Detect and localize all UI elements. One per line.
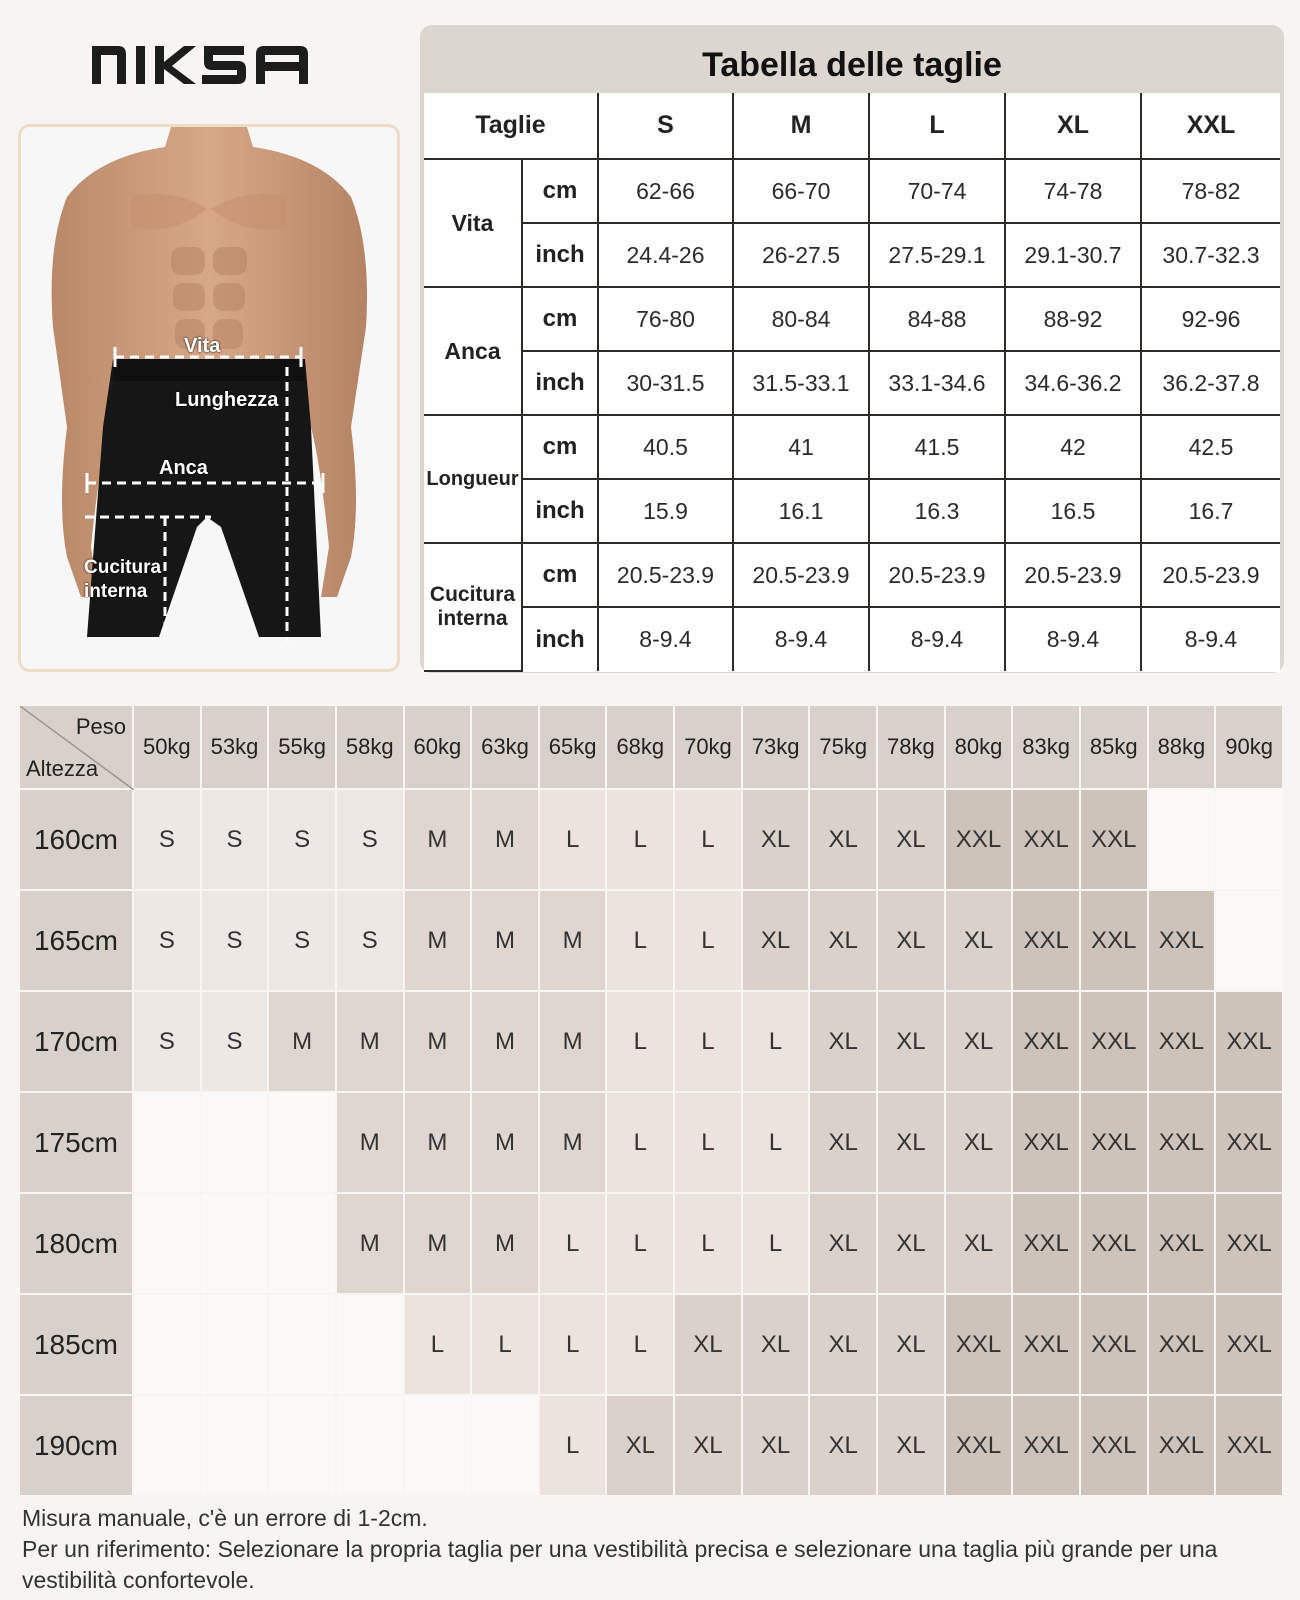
size-value-cell: 30.7-32.3 — [1141, 223, 1280, 287]
size-col-header: L — [869, 93, 1005, 159]
size-recommendation-cell: XL — [674, 1294, 742, 1395]
height-header: 190cm — [19, 1395, 133, 1496]
height-row — [19, 1294, 1283, 1395]
weight-header: 75kg — [809, 705, 877, 789]
size-col-header: XL — [1005, 93, 1141, 159]
size-recommendation-cell: S — [201, 789, 269, 890]
size-value-cell: 42.5 — [1141, 415, 1280, 479]
size-value-cell: 66-70 — [733, 159, 869, 223]
unit-cell: cm — [522, 287, 598, 351]
size-recommendation-cell: L — [606, 1294, 674, 1395]
size-recommendation-cell — [268, 1294, 336, 1395]
measure-category-line: Longueur — [426, 467, 519, 490]
size-recommendation-cell: XL — [945, 991, 1013, 1092]
weight-header: 63kg — [471, 705, 539, 789]
size-recommendation-cell — [268, 1193, 336, 1294]
height-row — [19, 1395, 1283, 1496]
size-recommendation-cell: L — [539, 1294, 607, 1395]
size-value-cell: 8-9.4 — [733, 607, 869, 671]
size-value-cell: 74-78 — [1005, 159, 1141, 223]
size-chart-row — [424, 223, 1280, 287]
unit-cell: inch — [522, 223, 598, 287]
measure-category — [424, 159, 522, 287]
size-value-cell: 8-9.4 — [1005, 607, 1141, 671]
height-header: 165cm — [19, 890, 133, 991]
height-header: 185cm — [19, 1294, 133, 1395]
weight-header: 73kg — [742, 705, 810, 789]
lunghezza-label: Lunghezza — [175, 389, 279, 411]
size-value-cell: 92-96 — [1141, 287, 1280, 351]
size-recommendation-cell: XXL — [1215, 991, 1283, 1092]
size-recommendation-cell: XL — [742, 890, 810, 991]
size-recommendation-cell: XXL — [1080, 1395, 1148, 1496]
size-value-cell: 76-80 — [598, 287, 733, 351]
size-recommendation-cell: L — [742, 991, 810, 1092]
size-recommendation-cell: S — [133, 789, 201, 890]
size-recommendation-cell: L — [674, 789, 742, 890]
size-recommendation-cell — [201, 1092, 269, 1193]
size-value-cell: 20.5-23.9 — [598, 543, 733, 607]
size-col-header: M — [733, 93, 869, 159]
size-recommendation-cell: M — [471, 1193, 539, 1294]
size-value-cell: 20.5-23.9 — [1141, 543, 1280, 607]
size-recommendation-cell — [133, 1092, 201, 1193]
size-recommendation-cell: M — [404, 1193, 472, 1294]
size-chart-row — [424, 607, 1280, 671]
size-recommendation-cell: M — [336, 1193, 404, 1294]
size-recommendation-cell: XXL — [1080, 1294, 1148, 1395]
height-row — [19, 1193, 1283, 1294]
size-recommendation-cell: S — [268, 890, 336, 991]
size-value-cell: 80-84 — [733, 287, 869, 351]
unit-cell: cm — [522, 415, 598, 479]
size-recommendation-cell — [133, 1294, 201, 1395]
size-recommendation-cell: XL — [809, 789, 877, 890]
size-value-cell: 42 — [1005, 415, 1141, 479]
model-photo — [18, 124, 400, 672]
size-recommendation-cell: M — [539, 890, 607, 991]
weight-header: 90kg — [1215, 705, 1283, 789]
size-recommendation-cell: M — [336, 991, 404, 1092]
measure-category-line: interna — [437, 607, 508, 630]
unit-cell: inch — [522, 351, 598, 415]
size-recommendation-cell: L — [539, 1193, 607, 1294]
weight-header: 80kg — [945, 705, 1013, 789]
size-value-cell: 30-31.5 — [598, 351, 733, 415]
size-recommendation-cell: XXL — [1080, 1193, 1148, 1294]
size-value-cell: 41 — [733, 415, 869, 479]
size-recommendation-cell: XXL — [945, 1294, 1013, 1395]
size-value-cell: 16.1 — [733, 479, 869, 543]
size-recommendation-cell: XXL — [1148, 1294, 1216, 1395]
note-line-2: Per un riferimento: Selezionare la propria taglia per una vestibilità precisa e selezionare una taglia più grande per una vestibilità confortevole. — [22, 1536, 1218, 1593]
height-row — [19, 1092, 1283, 1193]
measure-category — [424, 543, 522, 671]
weight-header: 85kg — [1080, 705, 1148, 789]
size-recommendation-cell: S — [201, 991, 269, 1092]
size-recommendation-cell: XXL — [945, 789, 1013, 890]
size-recommendation-cell: XXL — [1215, 1193, 1283, 1294]
size-value-cell: 33.1-34.6 — [869, 351, 1005, 415]
weight-header: 60kg — [404, 705, 472, 789]
size-value-cell: 16.3 — [869, 479, 1005, 543]
size-header-row — [424, 93, 1280, 159]
size-value-cell: 26-27.5 — [733, 223, 869, 287]
size-recommendation-cell — [268, 1092, 336, 1193]
size-recommendation-cell: S — [201, 890, 269, 991]
weight-header: 78kg — [877, 705, 945, 789]
size-recommendation-cell: XL — [742, 789, 810, 890]
size-recommendation-cell: M — [471, 789, 539, 890]
size-value-cell: 62-66 — [598, 159, 733, 223]
size-recommendation-cell: XL — [674, 1395, 742, 1496]
size-recommendation-cell: XL — [877, 1294, 945, 1395]
size-recommendation-cell: L — [674, 1092, 742, 1193]
size-recommendation-cell: M — [471, 991, 539, 1092]
size-recommendation-cell: L — [674, 1193, 742, 1294]
size-recommendation-cell — [471, 1395, 539, 1496]
unit-cell: inch — [522, 479, 598, 543]
size-recommendation-cell: XL — [877, 991, 945, 1092]
size-value-cell: 20.5-23.9 — [869, 543, 1005, 607]
size-recommendation-cell — [268, 1395, 336, 1496]
size-recommendation-cell: XL — [877, 1193, 945, 1294]
size-recommendation-cell: XL — [809, 991, 877, 1092]
size-recommendation-cell: M — [539, 1092, 607, 1193]
size-recommendation-cell: L — [539, 789, 607, 890]
size-chart-table — [424, 93, 1280, 672]
size-recommendation-cell — [201, 1193, 269, 1294]
size-recommendation-cell: XL — [606, 1395, 674, 1496]
size-recommendation-cell: XXL — [1148, 1092, 1216, 1193]
measure-category-line: Cucitura — [429, 583, 516, 606]
size-value-cell: 70-74 — [869, 159, 1005, 223]
size-recommendation-cell: M — [539, 991, 607, 1092]
size-recommendation-cell: L — [539, 1395, 607, 1496]
size-recommendation-cell: M — [471, 1092, 539, 1193]
size-recommendation-cell: L — [404, 1294, 472, 1395]
size-recommendation-cell — [133, 1193, 201, 1294]
size-recommendation-cell: L — [606, 890, 674, 991]
weight-height-grid — [18, 704, 1284, 1497]
size-chart-row — [424, 351, 1280, 415]
size-value-cell: 20.5-23.9 — [733, 543, 869, 607]
size-recommendation-cell: XL — [877, 789, 945, 890]
size-recommendation-cell — [1215, 789, 1283, 890]
measure-category-line: Vita — [451, 209, 494, 236]
size-value-cell: 15.9 — [598, 479, 733, 543]
size-value-cell: 41.5 — [869, 415, 1005, 479]
size-recommendation-cell: S — [268, 789, 336, 890]
weight-header: 83kg — [1012, 705, 1080, 789]
height-row — [19, 890, 1283, 991]
size-recommendation-cell: L — [606, 991, 674, 1092]
size-value-cell: 8-9.4 — [869, 607, 1005, 671]
size-recommendation-cell: XXL — [1148, 1395, 1216, 1496]
size-recommendation-cell: XL — [877, 890, 945, 991]
size-recommendation-cell — [201, 1294, 269, 1395]
size-chart-row — [424, 543, 1280, 607]
size-recommendation-cell: XXL — [1080, 1092, 1148, 1193]
size-value-cell: 31.5-33.1 — [733, 351, 869, 415]
size-recommendation-cell: S — [133, 991, 201, 1092]
cucitura-label-2: interna — [84, 581, 148, 602]
height-header: 180cm — [19, 1193, 133, 1294]
size-recommendation-cell: XL — [809, 1395, 877, 1496]
peso-label: Peso — [75, 714, 126, 739]
unit-cell: cm — [522, 159, 598, 223]
size-recommendation-cell: M — [471, 890, 539, 991]
cucitura-label-1: Cucitura — [84, 557, 162, 578]
size-value-cell: 27.5-29.1 — [869, 223, 1005, 287]
size-recommendation-cell: L — [606, 1193, 674, 1294]
size-recommendation-cell: XXL — [1215, 1092, 1283, 1193]
size-recommendation-cell: XL — [945, 1092, 1013, 1193]
size-recommendation-cell: XL — [877, 1395, 945, 1496]
notes — [22, 1503, 1284, 1596]
size-chart-row — [424, 479, 1280, 543]
size-recommendation-cell: XL — [877, 1092, 945, 1193]
size-recommendation-cell: XXL — [1215, 1395, 1283, 1496]
height-header: 170cm — [19, 991, 133, 1092]
size-recommendation-cell: XXL — [1080, 991, 1148, 1092]
height-header: 175cm — [19, 1092, 133, 1193]
size-recommendation-cell: XXL — [945, 1395, 1013, 1496]
size-value-cell: 84-88 — [869, 287, 1005, 351]
size-recommendation-cell: XXL — [1012, 1092, 1080, 1193]
size-recommendation-cell: XXL — [1012, 1294, 1080, 1395]
size-recommendation-cell: XXL — [1012, 1193, 1080, 1294]
size-value-cell: 36.2-37.8 — [1141, 351, 1280, 415]
size-recommendation-cell: XXL — [1148, 1193, 1216, 1294]
size-value-cell: 8-9.4 — [598, 607, 733, 671]
size-recommendation-cell: L — [471, 1294, 539, 1395]
note-line-1: Misura manuale, c'è un errore di 1-2cm. — [22, 1505, 428, 1531]
size-recommendation-cell — [201, 1395, 269, 1496]
size-recommendation-cell: XL — [742, 1395, 810, 1496]
anca-label: Anca — [159, 457, 208, 479]
unit-cell: inch — [522, 607, 598, 671]
size-value-cell: 40.5 — [598, 415, 733, 479]
size-recommendation-cell: XXL — [1080, 789, 1148, 890]
size-recommendation-cell: XL — [945, 890, 1013, 991]
size-recommendation-cell — [404, 1395, 472, 1496]
size-value-cell: 16.7 — [1141, 479, 1280, 543]
size-recommendation-cell — [133, 1395, 201, 1496]
grid-corner — [19, 705, 133, 789]
size-recommendation-cell: XL — [809, 1294, 877, 1395]
size-value-cell: 20.5-23.9 — [1005, 543, 1141, 607]
size-recommendation-cell: XXL — [1012, 890, 1080, 991]
size-chart-card — [420, 25, 1284, 673]
weight-header-row — [19, 705, 1283, 789]
size-recommendation-cell: M — [404, 789, 472, 890]
altezza-label: Altezza — [26, 756, 99, 781]
measure-category — [424, 415, 522, 543]
size-value-cell: 29.1-30.7 — [1005, 223, 1141, 287]
size-recommendation-cell: XXL — [1012, 1395, 1080, 1496]
size-recommendation-cell: XXL — [1080, 890, 1148, 991]
size-recommendation-cell — [336, 1395, 404, 1496]
weight-header: 50kg — [133, 705, 201, 789]
size-value-cell: 8-9.4 — [1141, 607, 1280, 671]
size-recommendation-cell: M — [268, 991, 336, 1092]
size-recommendation-cell: L — [742, 1092, 810, 1193]
vita-label: Vita — [184, 335, 221, 357]
size-recommendation-cell: XXL — [1148, 890, 1216, 991]
unit-cell: cm — [522, 543, 598, 607]
weight-header: 53kg — [201, 705, 269, 789]
size-recommendation-cell: M — [404, 890, 472, 991]
size-recommendation-cell: L — [742, 1193, 810, 1294]
size-chart-row — [424, 159, 1280, 223]
measure-category-line: Anca — [444, 337, 501, 364]
weight-header: 55kg — [268, 705, 336, 789]
height-row — [19, 789, 1283, 890]
size-recommendation-cell: XXL — [1148, 991, 1216, 1092]
size-recommendation-cell: L — [674, 991, 742, 1092]
size-recommendation-cell: S — [336, 789, 404, 890]
size-recommendation-cell — [336, 1294, 404, 1395]
size-recommendation-cell: XXL — [1012, 991, 1080, 1092]
size-recommendation-cell: S — [133, 890, 201, 991]
size-value-cell: 34.6-36.2 — [1005, 351, 1141, 415]
size-recommendation-cell: XXL — [1012, 789, 1080, 890]
height-row — [19, 991, 1283, 1092]
size-recommendation-cell: L — [606, 1092, 674, 1193]
size-recommendation-cell: M — [336, 1092, 404, 1193]
size-recommendation-cell: XL — [809, 1092, 877, 1193]
size-recommendation-cell: XL — [809, 1193, 877, 1294]
size-recommendation-cell: M — [404, 991, 472, 1092]
size-value-cell: 88-92 — [1005, 287, 1141, 351]
height-header: 160cm — [19, 789, 133, 890]
weight-header: 68kg — [606, 705, 674, 789]
sizes-header-cell: Taglie — [424, 93, 598, 159]
brand-logo — [92, 40, 320, 90]
weight-header: 65kg — [539, 705, 607, 789]
size-value-cell: 16.5 — [1005, 479, 1141, 543]
size-chart-title: Tabella delle taglie — [702, 46, 1002, 84]
size-recommendation-cell — [1148, 789, 1216, 890]
size-recommendation-cell: XL — [809, 890, 877, 991]
size-recommendation-cell: M — [404, 1092, 472, 1193]
weight-header: 58kg — [336, 705, 404, 789]
weight-header: 88kg — [1148, 705, 1216, 789]
size-col-header: XXL — [1141, 93, 1280, 159]
size-col-header: S — [598, 93, 733, 159]
size-recommendation-cell: L — [606, 789, 674, 890]
measure-category — [424, 287, 522, 415]
size-recommendation-cell: XL — [945, 1193, 1013, 1294]
size-recommendation-cell: L — [674, 890, 742, 991]
size-recommendation-cell: S — [336, 890, 404, 991]
weight-header: 70kg — [674, 705, 742, 789]
size-value-cell: 78-82 — [1141, 159, 1280, 223]
size-chart-row — [424, 287, 1280, 351]
size-recommendation-cell: XXL — [1215, 1294, 1283, 1395]
size-chart-row — [424, 415, 1280, 479]
size-value-cell: 24.4-26 — [598, 223, 733, 287]
size-recommendation-cell: XL — [742, 1294, 810, 1395]
size-recommendation-cell — [1215, 890, 1283, 991]
